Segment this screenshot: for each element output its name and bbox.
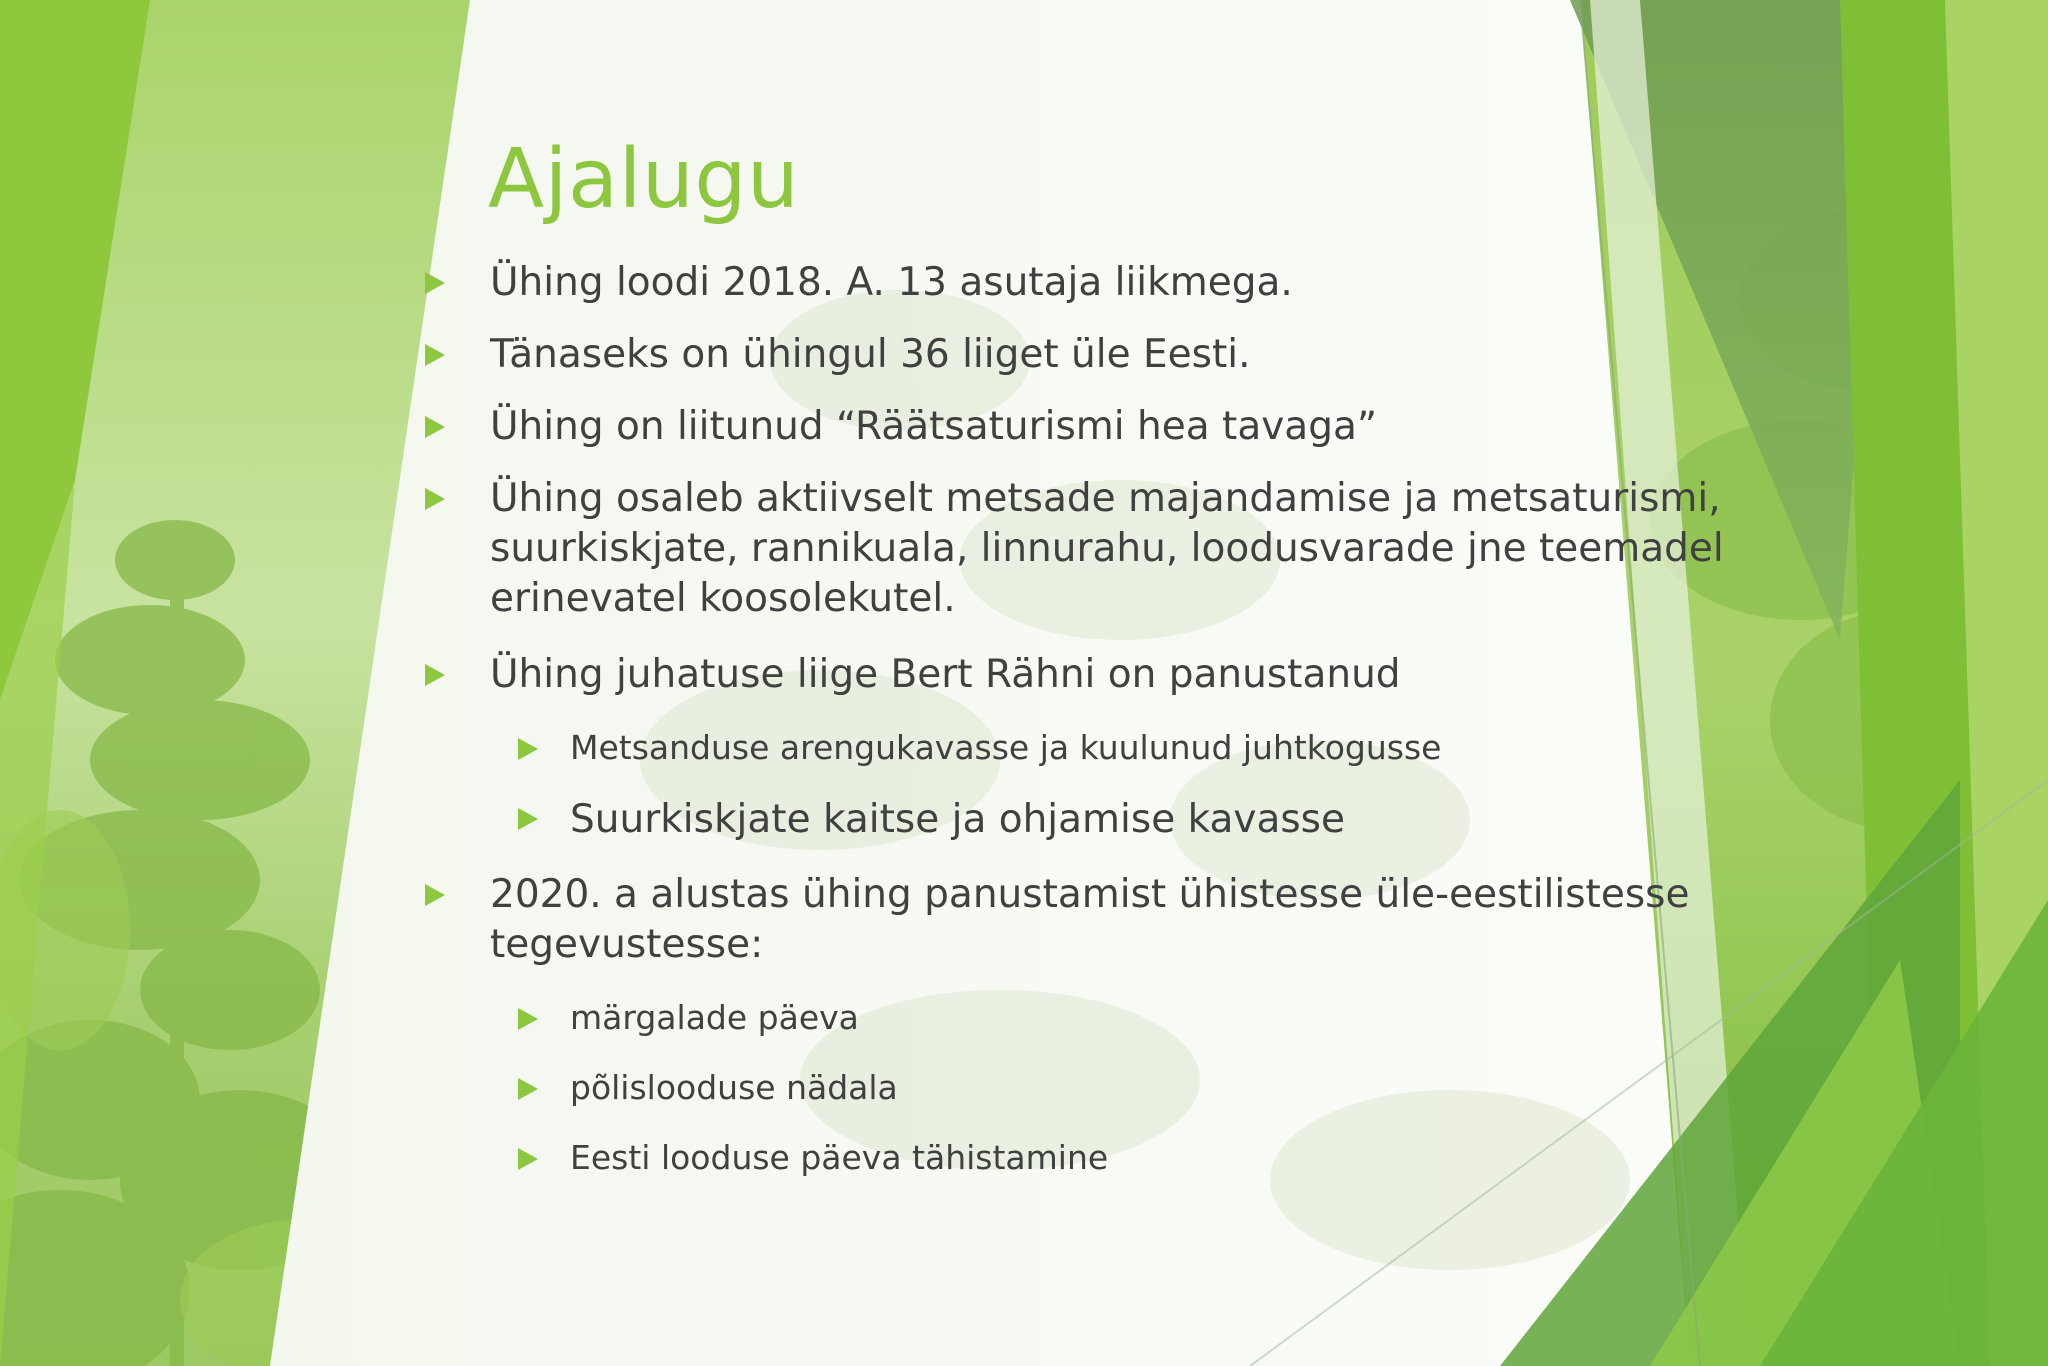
triangle-arrow-icon bbox=[518, 1078, 538, 1100]
slide-title: Ajalugu bbox=[488, 132, 800, 227]
bullet-item bbox=[480, 870, 1760, 970]
sub-bullet-text: märgalade päeva bbox=[570, 998, 859, 1037]
triangle-arrow-icon bbox=[518, 1008, 538, 1030]
sub-bullet-text: Metsanduse arengukavasse ja kuulunud juhtkogusse bbox=[570, 728, 1442, 767]
triangle-arrow-icon bbox=[425, 884, 445, 906]
bullet-text: Ühing loodi 2018. A. 13 asutaja liikmega. bbox=[490, 260, 1293, 305]
triangle-arrow-icon bbox=[425, 344, 445, 366]
bullet-text: Ühing juhatuse liige Bert Rähni on panustanud bbox=[490, 652, 1401, 697]
sub-bullet-item bbox=[570, 726, 1760, 770]
triangle-arrow-icon bbox=[425, 272, 445, 294]
sub-bullet-item bbox=[570, 1066, 1760, 1110]
triangle-arrow-icon bbox=[518, 1148, 538, 1170]
bullet-item bbox=[480, 258, 1760, 308]
bullet-text: Tänaseks on ühingul 36 liiget üle Eesti. bbox=[490, 332, 1251, 377]
bullet-text: Ühing osaleb aktiivselt metsade majandamise ja metsaturismi, suurkiskjate, rannikuala, linnurahu, loodusvarade jne teemadel erinevatel koosolekutel. bbox=[490, 476, 1724, 621]
bullet-text: Ühing on liitunud “Räätsaturismi hea tavaga” bbox=[490, 404, 1378, 449]
bullet-item bbox=[480, 330, 1760, 380]
triangle-arrow-icon bbox=[518, 808, 538, 830]
triangle-arrow-icon bbox=[425, 488, 445, 510]
triangle-arrow-icon bbox=[518, 738, 538, 760]
bullet-text: 2020. a alustas ühing panustamist ühistesse üle-eestilistesse tegevustesse: bbox=[490, 872, 1690, 967]
slide-content bbox=[480, 130, 1760, 1206]
sub-bullet-text: põlislooduse nädala bbox=[570, 1068, 898, 1107]
sub-bullet-item bbox=[570, 996, 1760, 1040]
sub-bullet-item bbox=[570, 1136, 1760, 1180]
sub-bullet-item bbox=[570, 796, 1760, 844]
sub-bullet-text: Suurkiskjate kaitse ja ohjamise kavasse bbox=[570, 797, 1345, 842]
bullet-list bbox=[480, 258, 1760, 1180]
triangle-arrow-icon bbox=[425, 416, 445, 438]
bullet-item bbox=[480, 474, 1760, 624]
triangle-arrow-icon bbox=[425, 664, 445, 686]
bullet-item bbox=[480, 402, 1760, 452]
bullet-item bbox=[480, 650, 1760, 700]
sub-bullet-text: Eesti looduse päeva tähistamine bbox=[570, 1138, 1109, 1177]
